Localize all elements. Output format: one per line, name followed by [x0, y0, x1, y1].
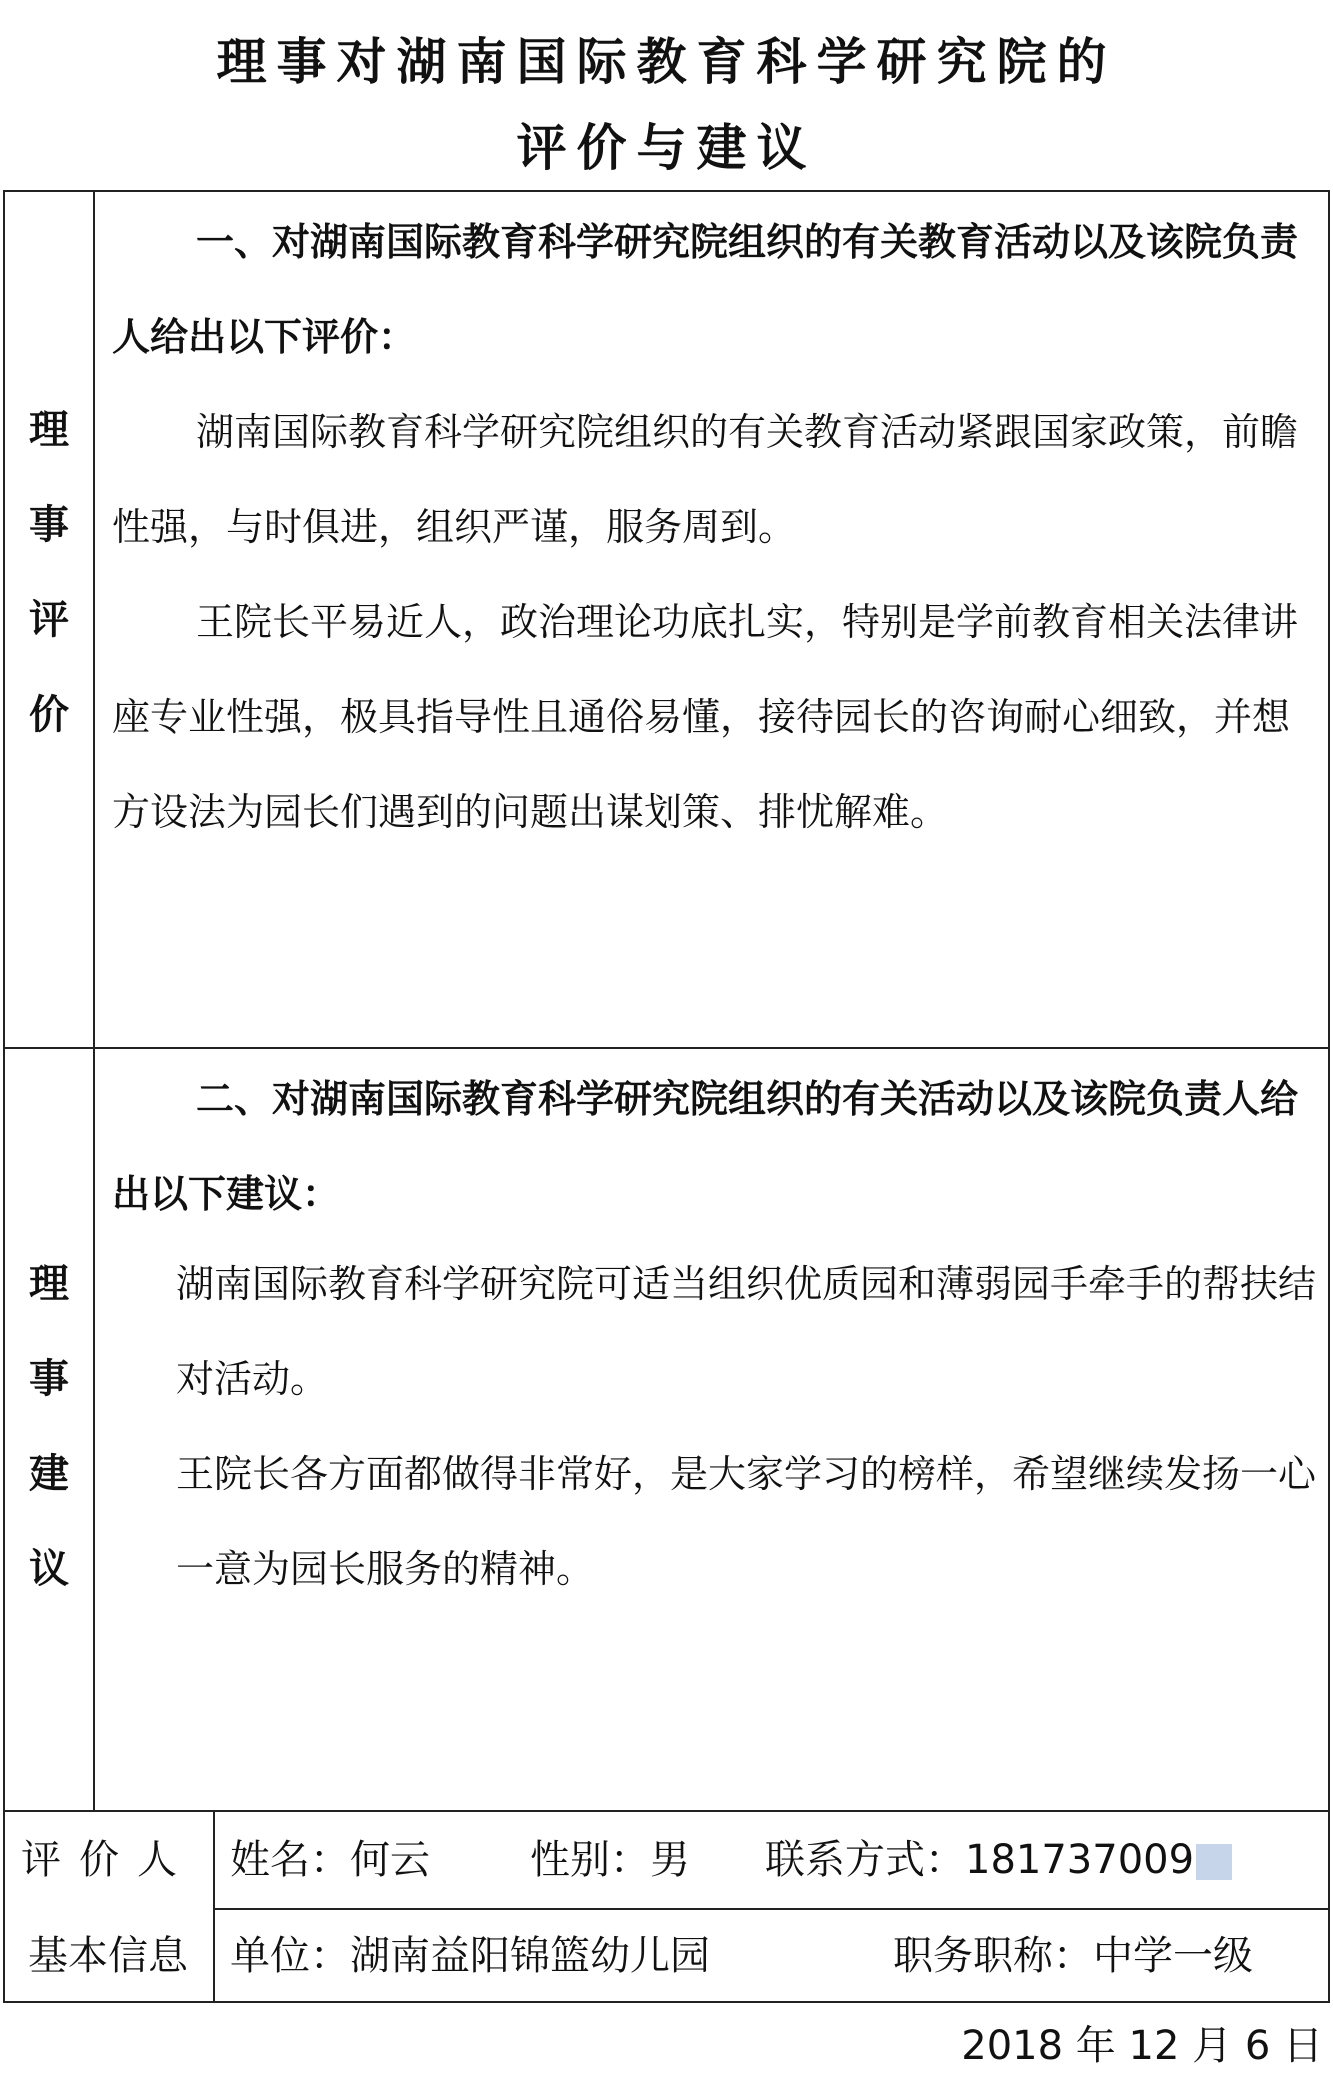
section1-label-char: 事 [29, 502, 69, 548]
evaluator-position: 职务职称：中学一级 [893, 1933, 1253, 1979]
section2-heading: 二、对湖南国际教育科学研究院组织的有关活动以及该院负责人给出以下建议： [112, 1077, 1299, 1216]
section1-paragraph-director: 王院长平易近人，政治理论功底扎实，特别是学前教育相关法律讲座专业性强，极具指导性且通俗易懂，接待园长的咨询耐心细致，并想方设法为园长们遇到的问题出谋划策、排忧解难。 [112, 600, 1299, 834]
section2-label-char: 事 [29, 1356, 69, 1402]
evaluator-gender: 性别：男 [530, 1837, 690, 1883]
section1-label-char: 价 [29, 692, 69, 738]
evaluator-label: 评价人 [21, 1837, 195, 1883]
section2-vertical-label [3, 1237, 95, 1617]
document-title-line-1: 理事对湖南国际教育科学研究院的 [216, 32, 1117, 91]
section1-label-char: 评 [29, 597, 69, 643]
document-date: 2018 年 12 月 6 日 [961, 2023, 1323, 2069]
section1-label-char: 理 [29, 407, 69, 453]
section2-label-char: 建 [29, 1451, 69, 1497]
section2-label-char: 议 [29, 1546, 69, 1592]
section1-paragraph-policy: 湖南国际教育科学研究院组织的有关教育活动紧跟国家政策，前瞻性强，与时俱进，组织严谨，服务周到。 [112, 410, 1299, 549]
evaluator-name: 姓名：何云 [230, 1837, 430, 1883]
section2-paragraph-pairing: 湖南国际教育科学研究院可适当组织优质园和薄弱园手牵手的帮扶结对活动。 [176, 1262, 1317, 1401]
basic-info-label: 基本信息 [28, 1933, 188, 1979]
contact-text: 联系方式：181737009 [765, 1837, 1195, 1883]
section1-vertical-label [3, 383, 95, 763]
info-label-column-divider [213, 1810, 215, 2003]
evaluator-contact [765, 1812, 1232, 1908]
document-title-line-2: 评价与建议 [516, 118, 817, 177]
section2-paragraph-director: 王院长各方面都做得非常好，是大家学习的榜样，希望继续发扬一心一意为园长服务的精神。 [176, 1452, 1317, 1591]
section2-label-char: 理 [29, 1261, 69, 1307]
phone-redaction-mask [1196, 1844, 1232, 1880]
section1-heading: 一、对湖南国际教育科学研究院组织的有关教育活动以及该院负责人给出以下评价： [112, 220, 1299, 359]
evaluator-unit: 单位：湖南益阳锦篮幼儿园 [230, 1933, 710, 1979]
divider-section1-section2 [3, 1047, 1330, 1049]
